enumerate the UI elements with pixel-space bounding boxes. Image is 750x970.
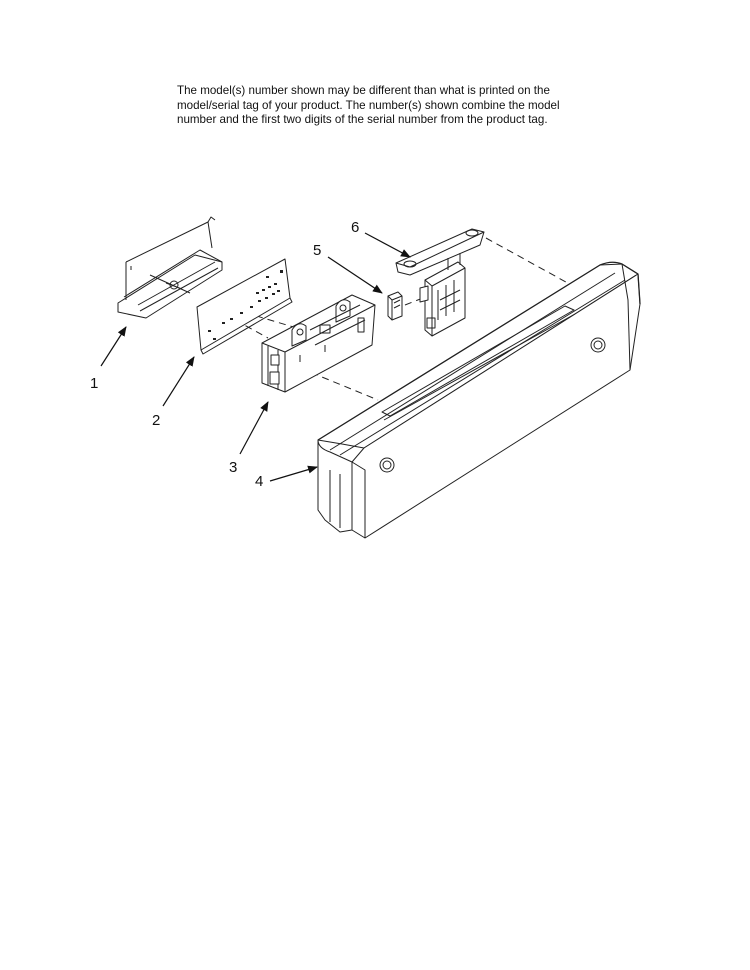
- disclaimer-line-1: The model(s) number shown may be different than what is printed on the: [177, 84, 550, 97]
- callout-4: 4: [255, 473, 264, 490]
- callout-3: 3: [229, 459, 238, 476]
- callout-2: 2: [152, 412, 161, 429]
- disclaimer-line-3: number and the first two digits of the serial number from the product tag.: [177, 113, 548, 126]
- part-5-switch: [388, 292, 402, 320]
- part-6-latch: [396, 229, 484, 336]
- callout-5: 5: [313, 242, 322, 259]
- callout-1: 1: [90, 375, 99, 392]
- disclaimer-line-2: model/serial tag of your product. The number(s) shown combine the model: [177, 98, 560, 112]
- callout-6: 6: [351, 219, 360, 236]
